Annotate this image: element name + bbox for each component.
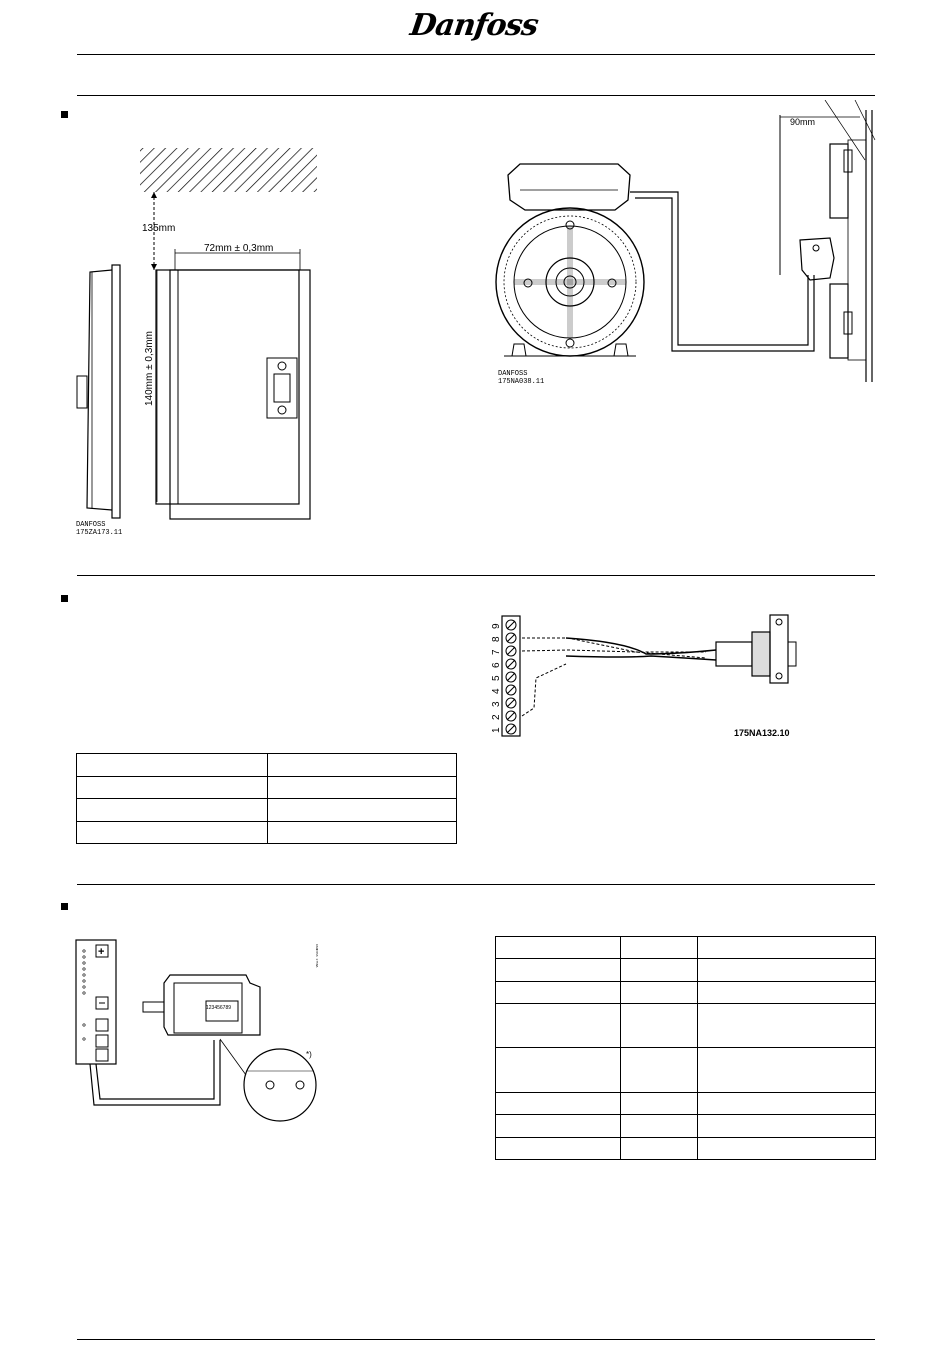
section2-bullet [61, 595, 68, 602]
terminal-number-9: 9 [491, 623, 502, 629]
table-row [77, 821, 457, 844]
cable-caption: 175NA132.10 [734, 728, 790, 738]
lcp-mounting-drawing [70, 130, 340, 550]
section2-rule [77, 575, 875, 576]
distance-label: 90mm [790, 117, 816, 127]
power-key-icon [96, 1049, 108, 1061]
table-row [496, 1003, 876, 1048]
terminal-block-label: 123456789 [206, 1005, 232, 1011]
lcp-caption [76, 521, 122, 537]
table-row [496, 1048, 876, 1093]
terminal-number-7: 7 [491, 649, 502, 655]
terminal-number-6: 6 [491, 662, 502, 668]
width-label: 72mm ± 0,3mm [204, 243, 274, 254]
section1-bullet [61, 111, 68, 118]
remote-side-code [306, 944, 318, 968]
terminal-number-1: 1 [491, 727, 502, 733]
section3-table [495, 936, 876, 1160]
header-rule [77, 54, 875, 55]
cable-wiring-drawing [476, 612, 816, 742]
section1-rule [77, 95, 875, 96]
terminal-number-2: 2 [491, 714, 502, 720]
danfoss-logo: Danfoss [408, 8, 540, 43]
terminal-screws [506, 620, 516, 734]
section3-rule [77, 884, 875, 885]
table-row [496, 959, 876, 981]
motor-caption-line1: DANFOSS [498, 370, 528, 378]
terminal-number-5: 5 [491, 675, 502, 681]
remote-side-code-line1: DANFOSS [315, 944, 318, 957]
section3-bullet [61, 903, 68, 910]
table-row [496, 1137, 876, 1159]
clearance-label: 135mm [142, 223, 176, 234]
terminal-number-3: 3 [491, 701, 502, 707]
pause-key-icon [96, 1035, 108, 1047]
wall-hatch [140, 148, 317, 192]
table-row [496, 1093, 876, 1115]
table-row [496, 981, 876, 1003]
asterisk-label: *) [306, 1050, 312, 1059]
footer-rule [77, 1339, 875, 1340]
table-row [77, 754, 457, 777]
lcp-caption-line1: DANFOSS [76, 521, 106, 529]
table-row [77, 776, 457, 799]
plus-key-icon: + [98, 946, 105, 958]
table-row [496, 937, 876, 959]
table-row [496, 1115, 876, 1137]
remote-panel-drawing [70, 935, 330, 1130]
terminal-number-4: 4 [491, 688, 502, 694]
height-label: 140mm ± 0,3mm [144, 331, 155, 406]
stop-key-icon [96, 1019, 108, 1031]
lcp-caption-line2: 175ZA173.11 [76, 529, 123, 537]
section2-table [76, 753, 457, 844]
motor-remote-drawing [490, 100, 880, 390]
table-row [77, 799, 457, 822]
motor-caption-line2: 175NA038.11 [498, 378, 545, 386]
motor-caption [498, 370, 544, 386]
remote-side-code-line2: 175NA [315, 958, 318, 968]
terminal-number-8: 8 [491, 636, 502, 642]
